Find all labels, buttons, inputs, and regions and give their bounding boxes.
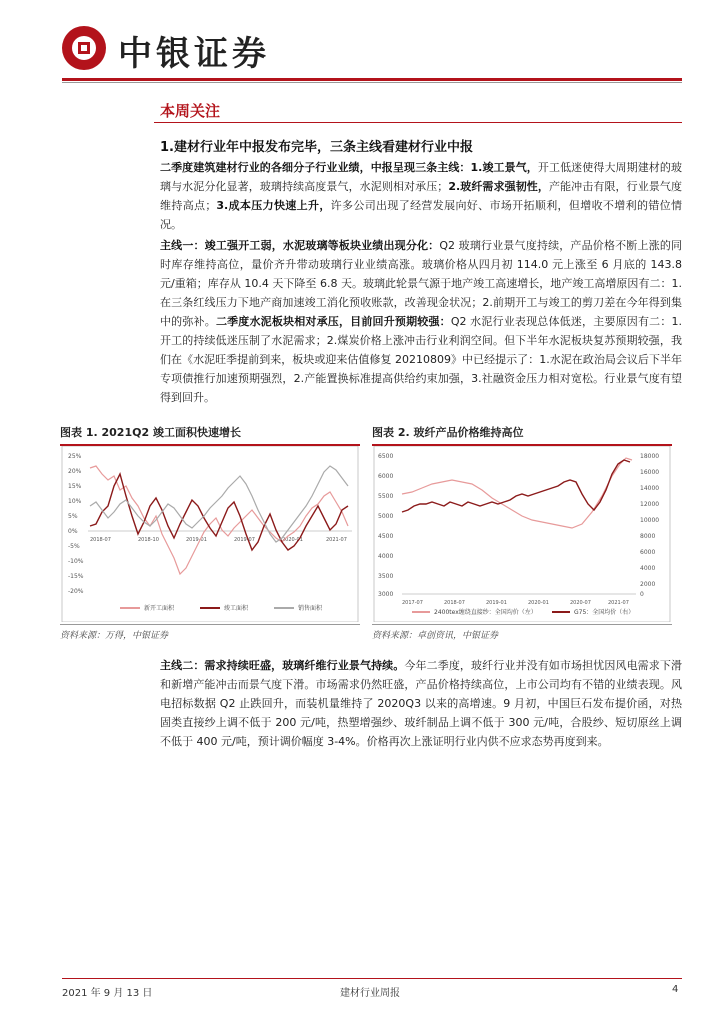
y-left-tick: 6500 [378,453,394,460]
y-right-tick: 14000 [640,485,660,492]
legend-label: 销售面积 [298,605,323,612]
y-tick: -5% [68,543,80,550]
footer-date: 2021 年 9 月 13 日 [62,988,153,999]
cement-text: Q2 水泥行业表现总体低迷，主要原因有二：1.开工的持续低迷压制了水泥需求；2.煤炭价格上涨冲击行业利润空间。但下半年水泥板块复苏预期较强，我们在《水泥旺季提前到来，板块或迎来估值修复 20210809》中已经提示了：1.水泥在政治局会议后下半年专项债推行加速预期强烈，2.产能置换标准提高供给约束加强，3.社融资金压力相对宽松。行业景气度有望得到回升。 [160,315,683,404]
x-tick: 2020-07 [570,600,591,606]
main-line-2-text: 今年二季度，玻纤行业并没有如市场担忧因风电需求下滑和新增产能冲击而景气度下滑。市场需求仍然旺盛，产品价格持续高位，上市公司均有不错的业绩表现。风电招标数据 Q2 止跌回升，而装机量维持了 2020Q3 以来的高增速。9 月初，中国巨石发布提价函，对热固类直接纱上调不低于 200 元/吨，热塑增强纱、玻纤制品上调不低于 300 元/吨，合股纱、短切原丝上调不低于 400 元/吨，预计调价幅度 3-4%。价格再次上涨证明行业内供不应求态势再度到来。 [160,659,682,748]
y-left-tick: 4500 [378,533,394,540]
y-tick: -20% [68,588,84,595]
x-tick: 2020-01 [282,537,303,543]
y-tick: 20% [68,468,82,475]
y-tick: 10% [68,498,82,505]
summary-lead: 二季度建筑建材行业的各细分子行业业绩，中报呈现三条主线：1.竣工景气， [160,161,538,174]
summary-point-3: 3.成本压力快速上升， [216,199,331,212]
paragraph-main-line-2 [160,656,682,751]
y-tick: -15% [68,573,84,580]
x-tick: 2018-10 [138,537,159,543]
legend-label: G75：全国均价（右） [574,609,635,616]
x-tick: 2021-07 [326,537,347,543]
figure-2-chart [372,446,672,622]
y-right-tick: 18000 [640,453,660,460]
x-tick: 2019-01 [486,600,507,606]
y-right-tick: 8000 [640,533,656,540]
summary-text-2: 产能冲击有限，行业景气度维持高点； [160,180,682,212]
legend-label: 新开工面积 [144,605,175,612]
section-title: 本周关注 [160,102,221,120]
legend-label: 2400tex缠绕直接纱：全国均价（左） [434,609,537,616]
footer-divider [62,978,682,979]
y-tick: 5% [68,513,78,520]
bank-logo-icon [62,26,106,70]
main-line-1-lead: 主线一：竣工强开工弱，水泥玻璃等板块业绩出现分化： [160,239,440,252]
y-left-tick: 5000 [378,513,394,520]
y-right-tick: 12000 [640,501,660,508]
y-right-tick: 6000 [640,549,656,556]
x-tick: 2018-07 [90,537,111,543]
y-right-tick: 16000 [640,469,660,476]
x-tick: 2019-07 [234,537,255,543]
footer-title: 建材行业周报 [340,988,400,999]
figure-1-chart [60,446,360,622]
y-right-tick: 2000 [640,581,656,588]
summary-text-3: 许多公司出现了经营发展向好、市场开拓顺利，但增收不增利的错位情况。 [160,199,683,231]
x-tick: 2021-07 [608,600,629,606]
header-divider [62,78,682,81]
y-right-tick: 4000 [640,565,656,572]
y-left-tick: 6000 [378,473,394,480]
y-left-tick: 3500 [378,573,394,580]
y-left-tick: 5500 [378,493,394,500]
summary-point-2: 2.玻纤需求强韧性， [448,180,549,193]
figure-1-title: 图表 1. 2021Q2 竣工面积快速增长 [60,424,360,446]
article-heading: 1.建材行业年中报发布完毕，三条主线看建材行业中报 [160,140,473,155]
x-tick: 2018-07 [444,600,465,606]
y-right-tick: 10000 [640,517,660,524]
paragraph-summary [160,158,682,234]
figure-2-title: 图表 2. 玻纤产品价格维持高位 [372,424,672,446]
figure-2-source: 资料来源：卓创资讯，中银证券 [372,624,672,641]
figure-completion-area [60,424,360,654]
legend-label: 竣工面积 [224,605,249,612]
report-header [62,22,682,86]
x-tick: 2017-07 [402,600,423,606]
section-divider [154,122,682,123]
brand-name: 中银证券 [118,34,270,74]
main-line-2-lead: 主线二：需求持续旺盛，玻璃纤维行业景气持续。 [160,659,405,672]
main-line-1-text: Q2 玻璃行业景气度持续，产品价格不断上涨的同时库存维持高位，量价齐升带动玻璃行业业绩高涨。玻璃价格从四月初 114.0 元上涨至 6 月底的 143.8 元/重箱；库存从 10.4 天下降至 6.8 天。玻璃此轮景气源于地产竣工高速增长，地产竣工高增原因有二：1.在三条红线压力下地产商加速竣工消化预收账款，改善现金状况；2.前期开工与竣工的剪刀差在今年得到集中的弥补。 [160,239,682,328]
header-divider-thin [62,82,682,83]
x-tick: 2019-01 [186,537,207,543]
y-tick: 0% [68,528,78,535]
paragraph-main-line-1 [160,236,682,407]
cement-lead: 二季度水泥板块相对承压，目前回升预期较强： [215,315,451,328]
figure-fiber-price [372,424,672,654]
y-left-tick: 4000 [378,553,394,560]
page-number: 4 [672,984,679,995]
y-left-tick: 3000 [378,591,394,598]
x-tick: 2020-01 [528,600,549,606]
y-tick: 15% [68,483,82,490]
y-right-tick: 0 [640,591,644,598]
figure-1-source: 资料来源：万得，中银证券 [60,624,360,641]
summary-text-1: 开工低迷使得大周期建材的玻璃与水泥分化显著，玻璃持续高度景气，水泥则相对承压； [160,161,682,193]
y-tick: -10% [68,558,84,565]
y-tick: 25% [68,453,82,460]
